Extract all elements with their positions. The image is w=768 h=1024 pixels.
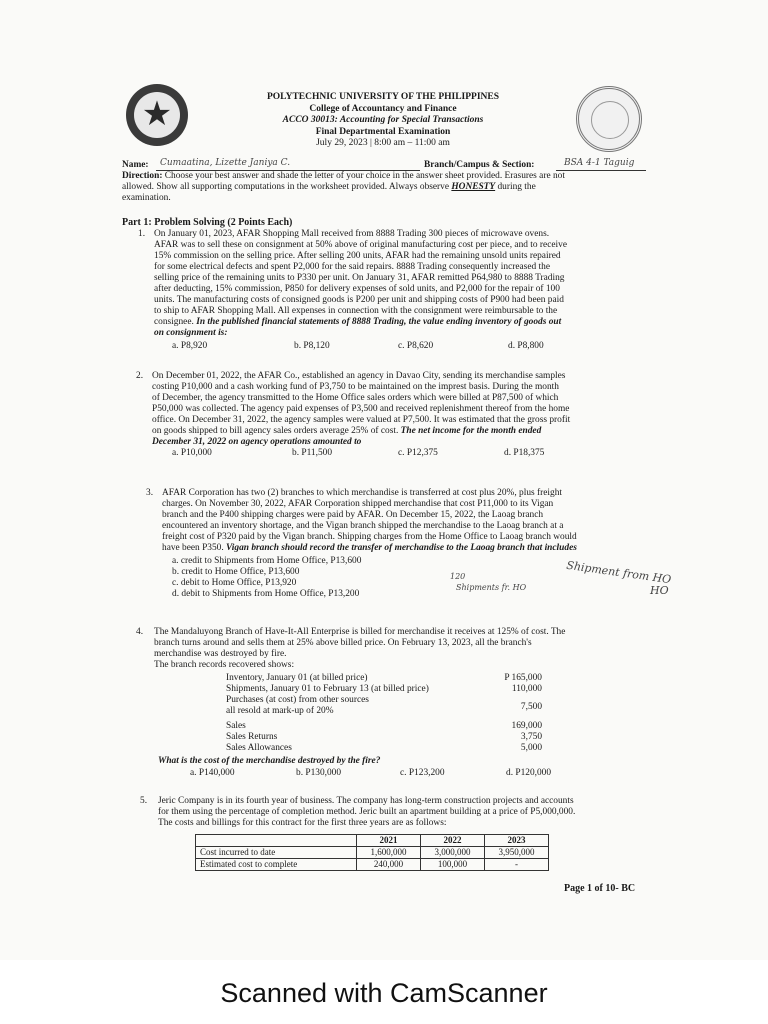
q3-choice-a[interactable]: a. credit to Shipments from Home Office, P13,600 <box>172 556 362 566</box>
branch-value: BSA 4-1 Taguig <box>564 158 635 168</box>
q1-line: to ship to AFAR Shopping Mall. All expenses in connection with the consignment were reimbursable to the <box>154 306 558 316</box>
q4-choice-b[interactable]: b. P130,000 <box>296 768 342 778</box>
q2-choice-d[interactable]: d. P18,375 <box>504 448 545 458</box>
q3-line: freight cost of P320 paid by the Vigan branch. Shipping charges from the Home Office to Laoag branch would <box>162 532 577 542</box>
table-row <box>196 847 549 859</box>
part-title: Part 1: Problem Solving (2 Points Each) <box>122 217 293 228</box>
q2-choice-b[interactable]: b. P11,500 <box>292 448 333 458</box>
q1-line: selling price of the remaining units to P330 per unit. On January 31, AFAR remitted P64,980 to 8888 Trading <box>154 273 565 283</box>
q2-line: P50,000 was collected. The agency paid expenses of P3,500 and received replenishment thereof from the home <box>152 404 570 414</box>
q2-choice-c[interactable]: c. P12,375 <box>398 448 438 458</box>
q2-number: 2. <box>136 371 144 381</box>
q4-question: What is the cost of the merchandise destroyed by the fire? <box>158 756 381 766</box>
q4-record-label: Sales Returns <box>226 732 278 742</box>
camscanner-watermark: Scanned with CamScanner <box>220 978 548 1008</box>
exam-datetime: July 29, 2023 | 8:00 am – 11:00 am <box>316 138 450 148</box>
q1-choice-c[interactable]: c. P8,620 <box>398 341 434 351</box>
q2-question: December 31, 2022 on agency operations amounted to <box>152 437 362 447</box>
q4-record-value: 169,000 <box>511 721 542 731</box>
q4-record-value: P 165,000 <box>504 673 542 683</box>
table-header-cell <box>196 835 357 847</box>
q4-line: merchandise was destroyed by fire. <box>154 649 287 659</box>
q4-line: The branch records recovered shows: <box>154 660 295 670</box>
name-label: Name: <box>122 160 149 170</box>
course-title: ACCO 30013: Accounting for Special Transactions <box>282 115 484 125</box>
q1-question: on consignment is: <box>154 328 228 338</box>
table-header-row <box>196 835 549 847</box>
q1-number: 1. <box>138 229 146 239</box>
q2-choice-a[interactable]: a. P10,000 <box>172 448 212 458</box>
exam-title: Final Departmental Examination <box>315 127 451 137</box>
table-cell: 1,600,000 <box>357 847 421 859</box>
q2-line: of December, the agency transmitted to the Home Office sales orders which were billed at P87,500 of which <box>152 393 559 403</box>
q3-line: charges. On November 30, 2022, AFAR Corporation shipped merchandise that cost P11,000 to its Vigan <box>162 499 554 509</box>
q3-choice-d[interactable]: d. debit to Shipments from Home Office, P13,200 <box>172 589 360 599</box>
university-name: POLYTECHNIC UNIVERSITY OF THE PHILIPPINES <box>266 92 500 102</box>
table-header-cell: 2023 <box>485 835 549 847</box>
q1-line: On January 01, 2023, AFAR Shopping Mall received from 8888 Trading 300 pieces of microwave ovens. <box>154 229 550 239</box>
q1-choice-a[interactable]: a. P8,920 <box>172 341 208 351</box>
table-cell: 240,000 <box>357 859 421 871</box>
q4-record-label: Inventory, January 01 (at billed price) <box>226 673 368 683</box>
table-cell: Estimated cost to complete <box>196 859 357 871</box>
q1-choice-b[interactable]: b. P8,120 <box>294 341 330 351</box>
q2-line: On December 01, 2022, the AFAR Co., established an agency in Davao City, sending its merchandise samples <box>152 371 566 381</box>
star-icon: ★ <box>141 96 173 133</box>
q3-choice-c[interactable]: c. debit to Home Office, P13,920 <box>172 578 297 588</box>
table-cell: Cost incurred to date <box>196 847 357 859</box>
q4-line: branch turns around and sells them at 25% above billed price. On February 13, 2023, all the branch's <box>154 638 532 648</box>
q1-line: AFAR was to sell these on consignment at 50% above of original manufacturing cost per piece, and to receive <box>154 240 567 250</box>
q4-record-label: Sales Allowances <box>226 743 292 753</box>
q2-line: office. On December 31, 2022, the agency samples were valued at P7,500. It was estimated that the gross profit <box>152 415 571 425</box>
table-header-cell: 2021 <box>357 835 421 847</box>
q3-line: encountered an inventory shortage, and the Vigan branch shipped the merchandise to the Laoag branch at a <box>162 521 564 531</box>
branch-underline <box>556 170 646 171</box>
q4-record-value: 5,000 <box>520 743 542 753</box>
handwritten-note: Shipment from HO <box>565 558 673 587</box>
table-cell: - <box>485 859 549 871</box>
handwritten-note: 120 <box>450 572 466 581</box>
q5-line: for them using the percentage of completion method. Jeric built an apartment building at a price of P5,000,000. <box>158 807 576 817</box>
q3-line: branch and the P400 shipping charges were paid by AFAR. On December 15, 2022, the Laoag branch <box>162 510 544 520</box>
q4-record-label: Purchases (at cost) from other sources <box>226 695 369 705</box>
q4-record-value: 7,500 <box>520 702 542 712</box>
handwritten-note: HO <box>650 584 669 597</box>
direction-line-2: allowed. Show all supporting computations in the worksheet provided. Always observe HONESTY during the <box>122 182 536 192</box>
q5-number: 5. <box>140 796 148 806</box>
q4-record-label: Sales <box>226 721 246 731</box>
q1-line: units. The manufacturing costs of consigned goods is P200 per unit and shipping costs of P900 had been paid <box>154 295 564 305</box>
q3-line: AFAR Corporation has two (2) branches to which merchandise is transferred at cost plus 20%, plus freight <box>162 488 562 498</box>
q4-line: The Mandaluyong Branch of Have-It-All Enterprise is billed for merchandise it receives at 125% of cost. The <box>154 627 566 637</box>
q4-choice-c[interactable]: c. P123,200 <box>400 768 445 778</box>
q1-line: after deducting, 15% commission, P850 for delivery expenses of sold units, and P2,000 for the repair of 100 <box>154 284 560 294</box>
page-footer: Page 1 of 10- BC <box>564 883 636 894</box>
college-name: College of Accountancy and Finance <box>309 104 457 114</box>
q4-record-label: all resold at mark-up of 20% <box>226 706 334 716</box>
q4-number: 4. <box>136 627 144 637</box>
q1-line: for some electrical defects and spent P2,000 for the said repairs. 8888 Trading consequently increased the <box>154 262 550 272</box>
q1-choice-d[interactable]: d. P8,800 <box>508 341 544 351</box>
direction-line-1: Direction: Choose your best answer and shade the letter of your choice in the answer sheet provided. Erasures are not <box>122 171 565 181</box>
college-seal-logo <box>576 86 642 152</box>
table-cell: 3,950,000 <box>485 847 549 859</box>
table-cell: 3,000,000 <box>421 847 485 859</box>
q1-line: 15% commission on the selling price. After selling 200 units, AFAR had the remaining unsold units repaired <box>154 251 561 261</box>
q3-choice-b[interactable]: b. credit to Home Office, P13,600 <box>172 567 300 577</box>
cost-billing-table <box>195 834 549 871</box>
university-seal-logo <box>126 84 188 146</box>
q4-record-value: 3,750 <box>520 732 542 742</box>
handwritten-note: Shipments fr. HO <box>456 583 527 592</box>
q3-number: 3. <box>146 488 154 498</box>
q2-question: on goods shipped to bill agency sales orders average 25% of cost. The net income for the month ended <box>152 426 542 436</box>
q4-choice-a[interactable]: a. P140,000 <box>190 768 235 778</box>
table-header-cell: 2022 <box>421 835 485 847</box>
q1-question: consignee. In the published financial statements of 8888 Trading, the value ending inventory of goods out <box>154 317 562 327</box>
branch-label: Branch/Campus & Section: <box>424 160 535 170</box>
table-row <box>196 859 549 871</box>
q4-choice-d[interactable]: d. P120,000 <box>506 768 552 778</box>
direction-line-3: examination. <box>122 193 171 203</box>
table-cell: 100,000 <box>421 859 485 871</box>
q2-line: costing P10,000 and a cash working fund of P3,750 to be maintained on the imprest basis. During the month <box>152 382 559 392</box>
q4-record-label: Shipments, January 01 to February 13 (at billed price) <box>226 684 429 694</box>
q4-record-value: 110,000 <box>511 684 542 694</box>
name-value: Cumaatina, Lizette Janiya C. <box>160 158 291 168</box>
q5-line: Jeric Company is in its fourth year of business. The company has long-term construction projects and accounts <box>158 796 574 806</box>
q5-line: The costs and billings for this contract for the first three years are as follows: <box>158 818 447 828</box>
q3-question: have been P350. Vigan branch should record the transfer of merchandise to the Laoag branch that includes <box>162 543 577 553</box>
